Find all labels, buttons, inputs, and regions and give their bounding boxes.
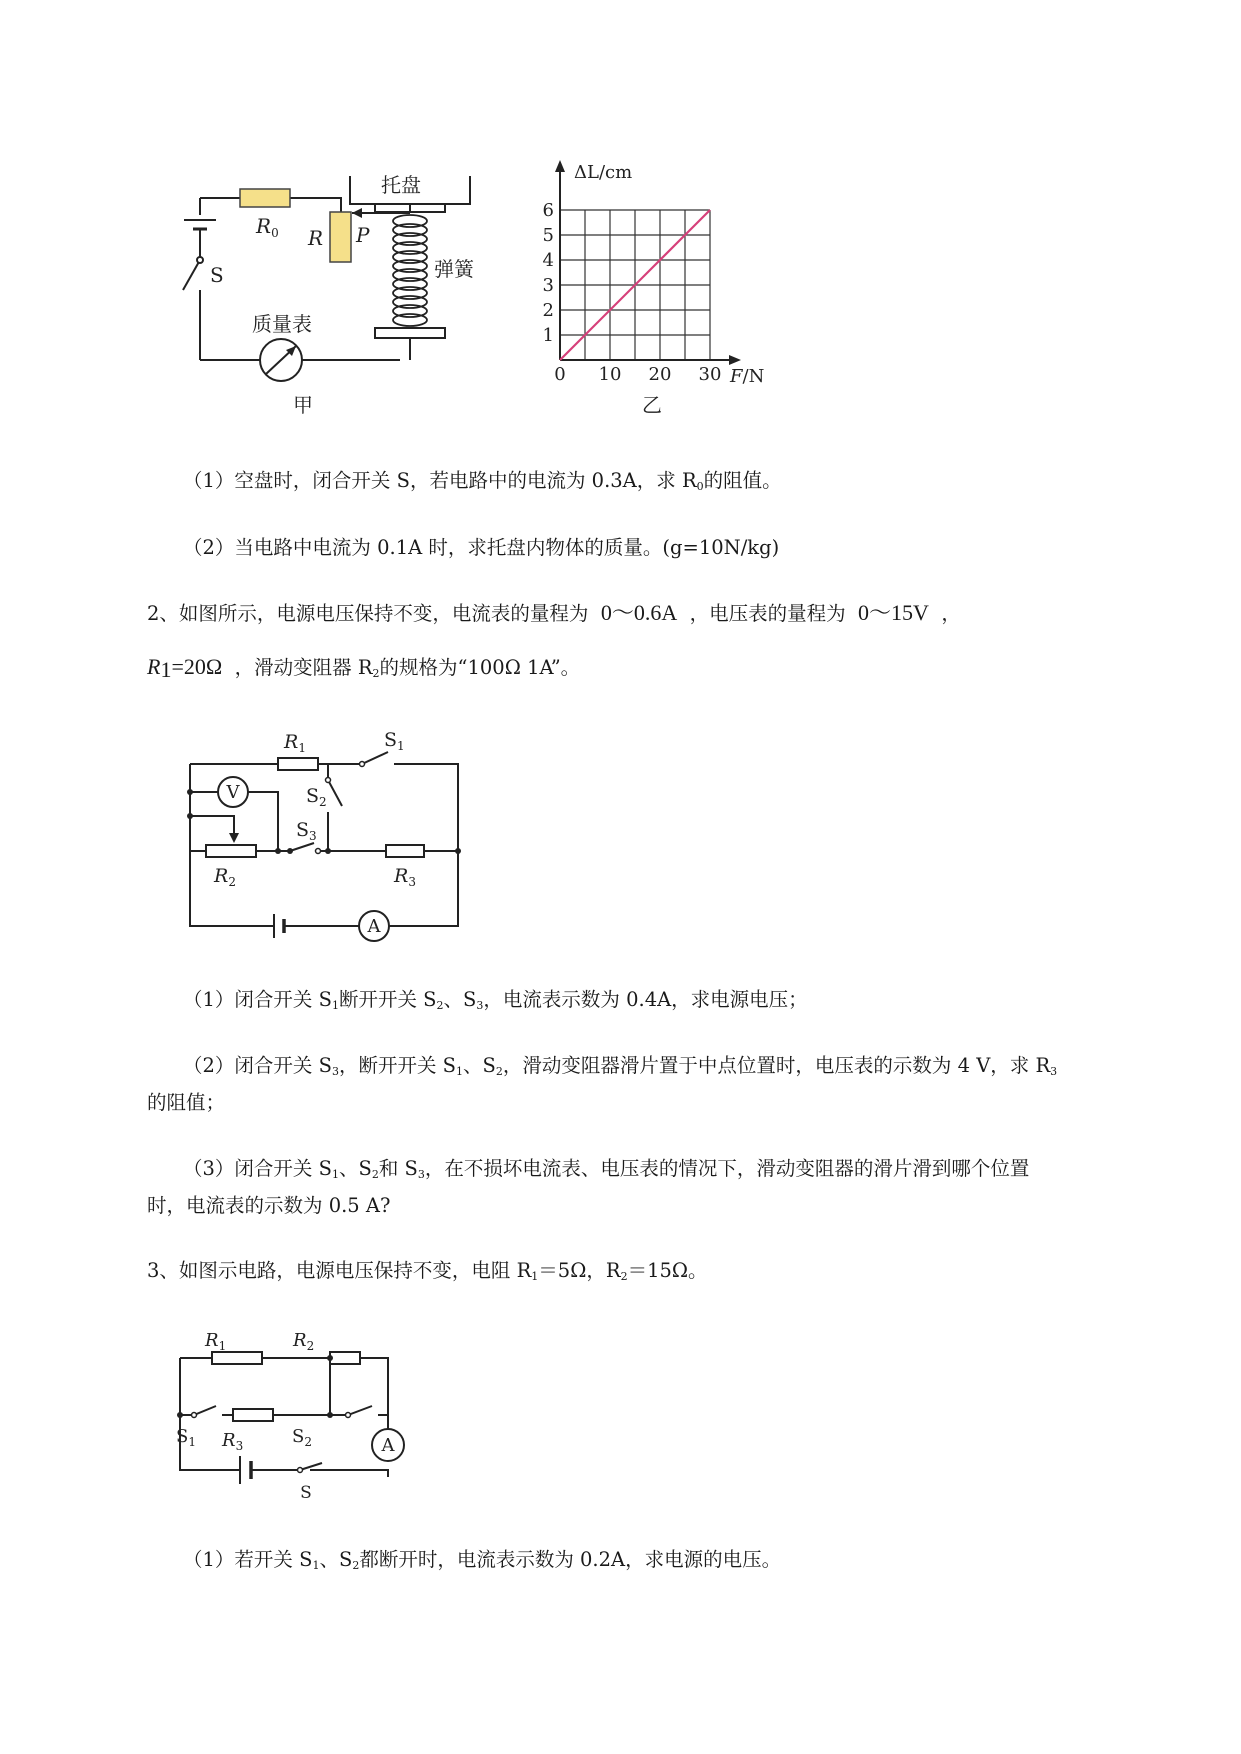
q3-circuit-diagram: [170, 1318, 430, 1508]
q2-circuit-diagram: [178, 726, 478, 946]
resistor-r0-icon: [240, 189, 290, 207]
chart-ylabel: ΔL/cm: [574, 162, 633, 183]
q3-part1: （1）若开关 $S_1$、$S_2$都断开时，电流表示数为 0.2A，求电源的电压。: [183, 1548, 782, 1572]
y-tick-label: 4: [542, 250, 554, 271]
label-spring: 弹簧: [434, 257, 474, 281]
q1-part1: （1）空盘时，闭合开关 S，若电路中的电流为 0.3A，求 $R_0$的阻值。: [183, 469, 782, 493]
y-axis-arrow-icon: [555, 160, 565, 172]
label-r3: $R_3$: [394, 865, 416, 889]
resistor-r3-icon: [233, 1409, 273, 1421]
q2-intro-line1: 2、如图所示，电源电压保持不变，电流表的量程为 0～0.6A ，电压表的量程为 0～15V ，: [147, 600, 961, 625]
y-tick-label: 3: [542, 275, 554, 296]
label-s3: $S_3$: [296, 819, 317, 843]
label-s: S: [300, 1483, 312, 1503]
resistor-r3-icon: [386, 845, 424, 857]
label-s1: $S_1$: [176, 1426, 196, 1449]
label-p: P: [356, 223, 370, 247]
q2-part3: （3）闭合开关 $S_1$、$S_2$和 $S_3$，在不损坏电流表、电压表的情况下，滑动变阻器的滑片滑到哪个位置: [183, 1157, 1030, 1181]
label-r2: $R_2$: [293, 1330, 315, 1353]
q2-intro-line2: $R_1=20\Omega$ ，滑动变阻器 $R_2$的规格为“100Ω 1A”。: [147, 654, 581, 682]
q2-part2-cont: 的阻值；: [147, 1091, 226, 1114]
label-s2: $S_2$: [292, 1426, 312, 1449]
q3-intro: 3、如图示电路，电源电压保持不变，电阻 $R_1=5\Omega$，$R_2=15\Omega$。: [147, 1259, 708, 1283]
resistor-r1-icon: [278, 758, 318, 770]
y-tick-label: 6: [542, 200, 554, 221]
q1-part2: （2）当电路中电流为 0.1A 时，求托盘内物体的质量。(g=10N/kg): [183, 536, 780, 559]
q2-part3-cont: 时，电流表的示数为 0.5 A?: [147, 1194, 391, 1217]
rheostat-r-icon: [330, 212, 351, 262]
label-a: A: [381, 1435, 395, 1456]
label-r2: $R_2$: [214, 865, 236, 889]
label-r1: $R_1$: [284, 731, 306, 755]
label-r3: $R_3$: [222, 1430, 244, 1453]
y-tick-label: 1: [542, 325, 554, 346]
label-a: A: [367, 916, 381, 937]
x-tick-label: 10: [598, 364, 622, 385]
x-tick-label: 20: [648, 364, 672, 385]
rheostat-r2-icon: [206, 845, 256, 857]
x-axis-arrow-icon: [729, 355, 741, 365]
caption-jia: 甲: [293, 393, 313, 417]
figure-2-circuit: [178, 726, 478, 946]
label-s1: $S_1$: [384, 729, 405, 753]
figure-3-circuit: [170, 1318, 430, 1508]
chart-ticks: [543, 200, 722, 385]
y-tick-label: 5: [542, 225, 554, 246]
label-s2: $S_2$: [306, 785, 327, 809]
figure-1-circuit: [170, 160, 540, 420]
spring-scale-circuit-diagram: [170, 160, 540, 420]
q2-part2: （2）闭合开关 $S_3$，断开开关 $S_1$、$S_2$，滑动变阻器滑片置于中点位置时，电压表的示数为 4 V，求 $R_3$: [183, 1054, 1058, 1078]
label-r: R: [308, 226, 324, 250]
label-r1: $R_1$: [205, 1330, 227, 1353]
figure-1-chart: [540, 160, 800, 420]
label-v: V: [226, 782, 240, 803]
resistor-r2-icon: [330, 1352, 360, 1364]
chart-axes: [555, 160, 741, 365]
label-r0: $R_0$: [256, 214, 279, 240]
label-mass-meter: 质量表: [252, 312, 312, 336]
x-tick-label: 0: [554, 364, 566, 385]
spring-coil-icon: [393, 215, 427, 326]
y-tick-label: 2: [542, 300, 554, 321]
label-tray: 托盘: [381, 173, 421, 197]
label-s: S: [210, 263, 224, 287]
spring-extension-chart: [540, 160, 800, 420]
q2-part1: （1）闭合开关 $S_1$断开开关 $S_2$、$S_3$，电流表示数为 0.4A，求电源电压；: [183, 988, 808, 1012]
caption-yi: 乙: [642, 393, 662, 417]
x-tick-label: 30: [698, 364, 722, 385]
resistor-r1-icon: [212, 1352, 262, 1364]
chart-xlabel: F/N: [730, 366, 765, 387]
